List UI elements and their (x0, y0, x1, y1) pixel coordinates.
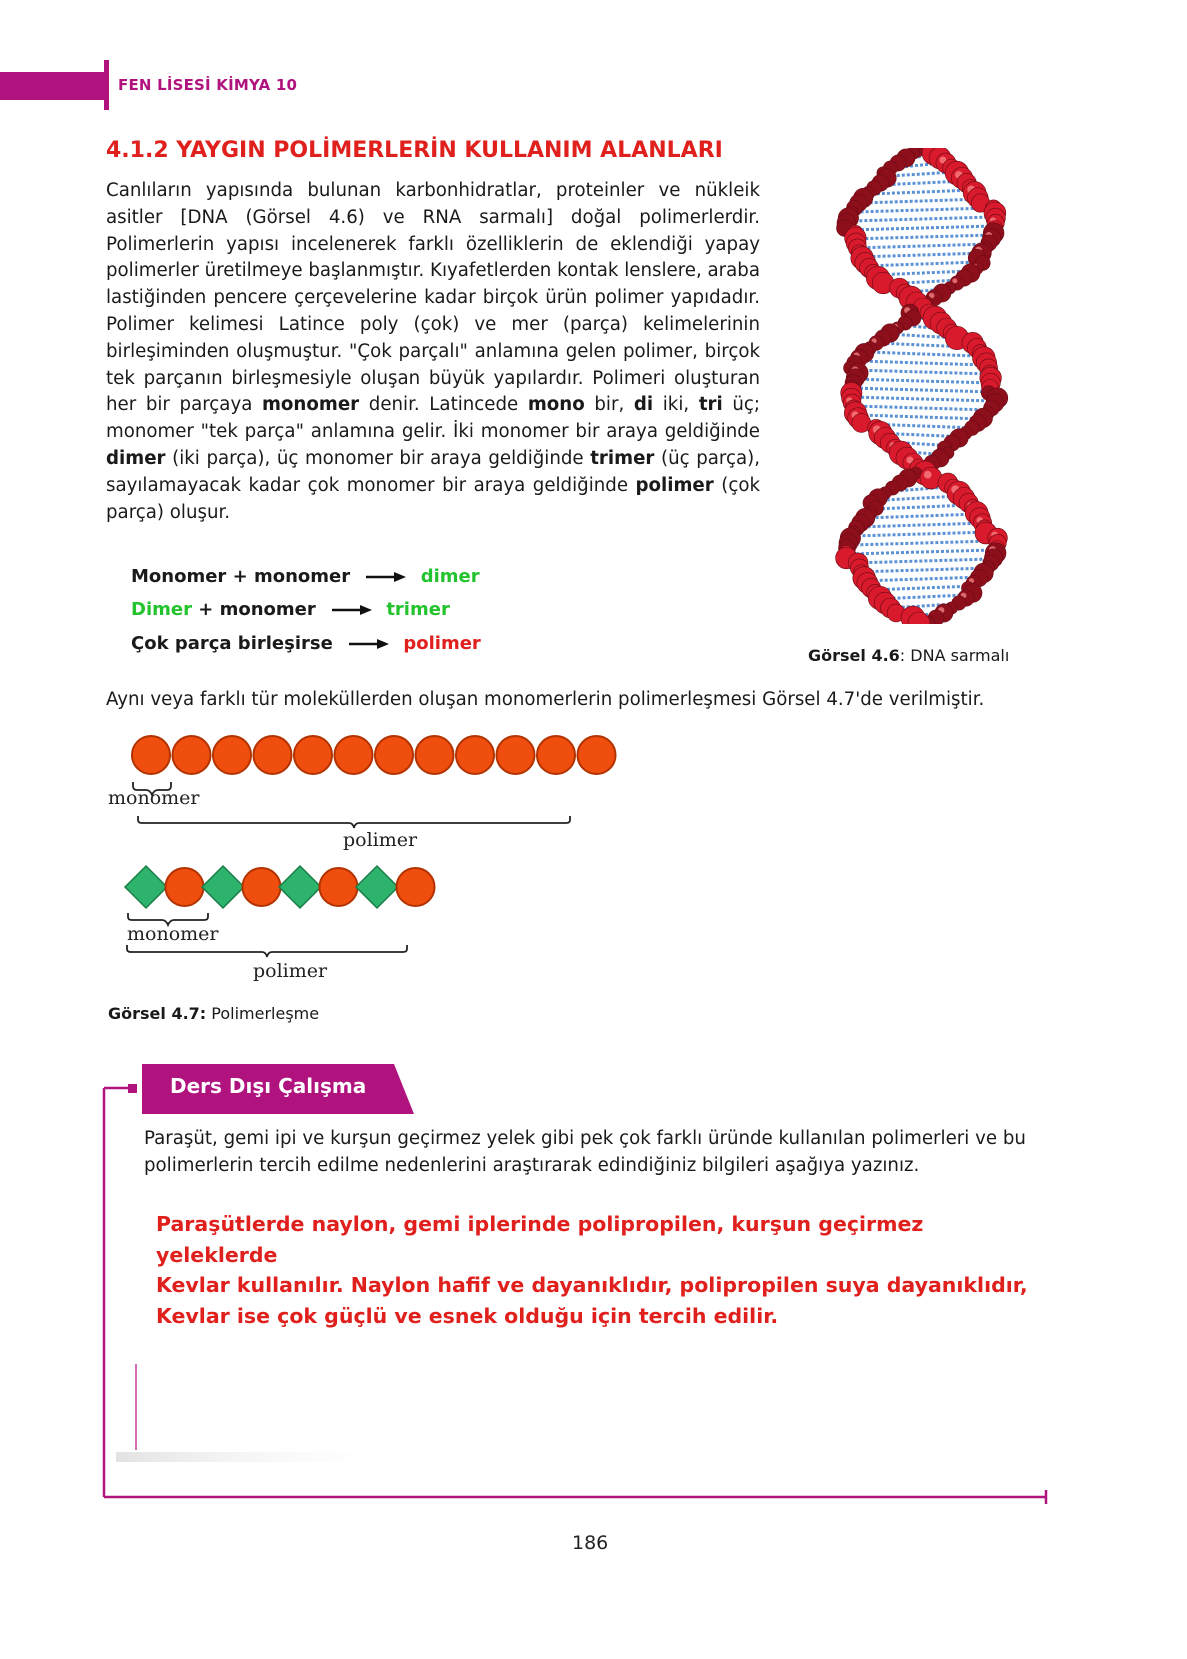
page-number: 186 (572, 1532, 609, 1554)
equation-trimer: Dimer + monomer trimer (131, 599, 450, 620)
polymer-label: polimer (343, 829, 418, 851)
intro-paragraph: Canlıların yapısında bulunan karbonhidratlar, proteinler ve nükleik asitler [DNA (Görsel 4.6) ve RNA sarmalı] doğal polimerlerdir. Polimerlerin yapısı incelenerek farklı özelliklerin de eklendiği yapay polimerler üretilmeye başlanmıştır. Kıyafetlerden kontak lenslere, araba lastiğinden pencere çerçevelerine kadar birçok ürün polimer yapıdadır. Polimer kelimesi Latince poly (çok) ve mer (parça) kelimelerinin birleşiminden oluşmuştur. "Çok parçalı" anlamına gelen polimer, birçok tek parçanın birleşmesiyle oluşan büyük yapılardır. Polimeri oluşturan her bir parçaya monomer denir. Latincede mono bir, di iki, tri üç; monomer "tek parça" anlamına gelir. İki monomer bir araya geldiğinde dimer (iki parça), üç monomer bir araya geldiğinde trimer (üç parça), sayılamayacak kadar çok monomer bir araya geldiğinde polimer (çok parça) oluşur. (106, 180, 761, 523)
polymerization-sentence: Aynı veya farklı tür moleküllerden oluşan monomerlerin polimerleşmesi Görsel 4.7'de verilmiştir. (106, 689, 985, 710)
equation-dimer: Monomer + monomer dimer (131, 566, 480, 587)
monomer-label: monomer (127, 923, 219, 945)
dna-caption: Görsel 4.6: DNA sarmalı (808, 646, 1010, 665)
answer-line: Paraşütlerde naylon, gemi iplerinde polipropilen, kurşun geçirmez yeleklerde (156, 1212, 924, 1267)
section-title: 4.1.2 YAYGIN POLİMERLERİN KULLANIM ALANLARI (106, 138, 723, 163)
book-title: FEN LİSESİ KİMYA 10 (118, 76, 298, 94)
answer-line: Kevlar kullanılır. Naylon hafif ve dayanıklıdır, polipropilen suya dayanıklıdır, (156, 1273, 1028, 1297)
answer-line: Kevlar ise çok güçlü ve esnek olduğu için tercih edilir. (156, 1303, 779, 1328)
activity-title: Ders Dışı Çalışma (170, 1074, 367, 1098)
monomer-label: monomer (108, 787, 200, 809)
activity-answer (156, 1209, 1036, 1331)
fig47-caption: Görsel 4.7: Polimerleşme (108, 1004, 320, 1023)
polymer-label: polimer (253, 960, 328, 982)
equation-polimer: Çok parça birleşirse polimer (131, 633, 481, 654)
activity-question: Paraşüt, gemi ipi ve kurşun geçirmez yelek gibi pek çok farklı üründe kullanılan polimerleri ve bu polimerlerin tercih edilme nedenlerini araştırarak edindiğiniz bilgileri aşağıya yazınız. (144, 1128, 1026, 1176)
